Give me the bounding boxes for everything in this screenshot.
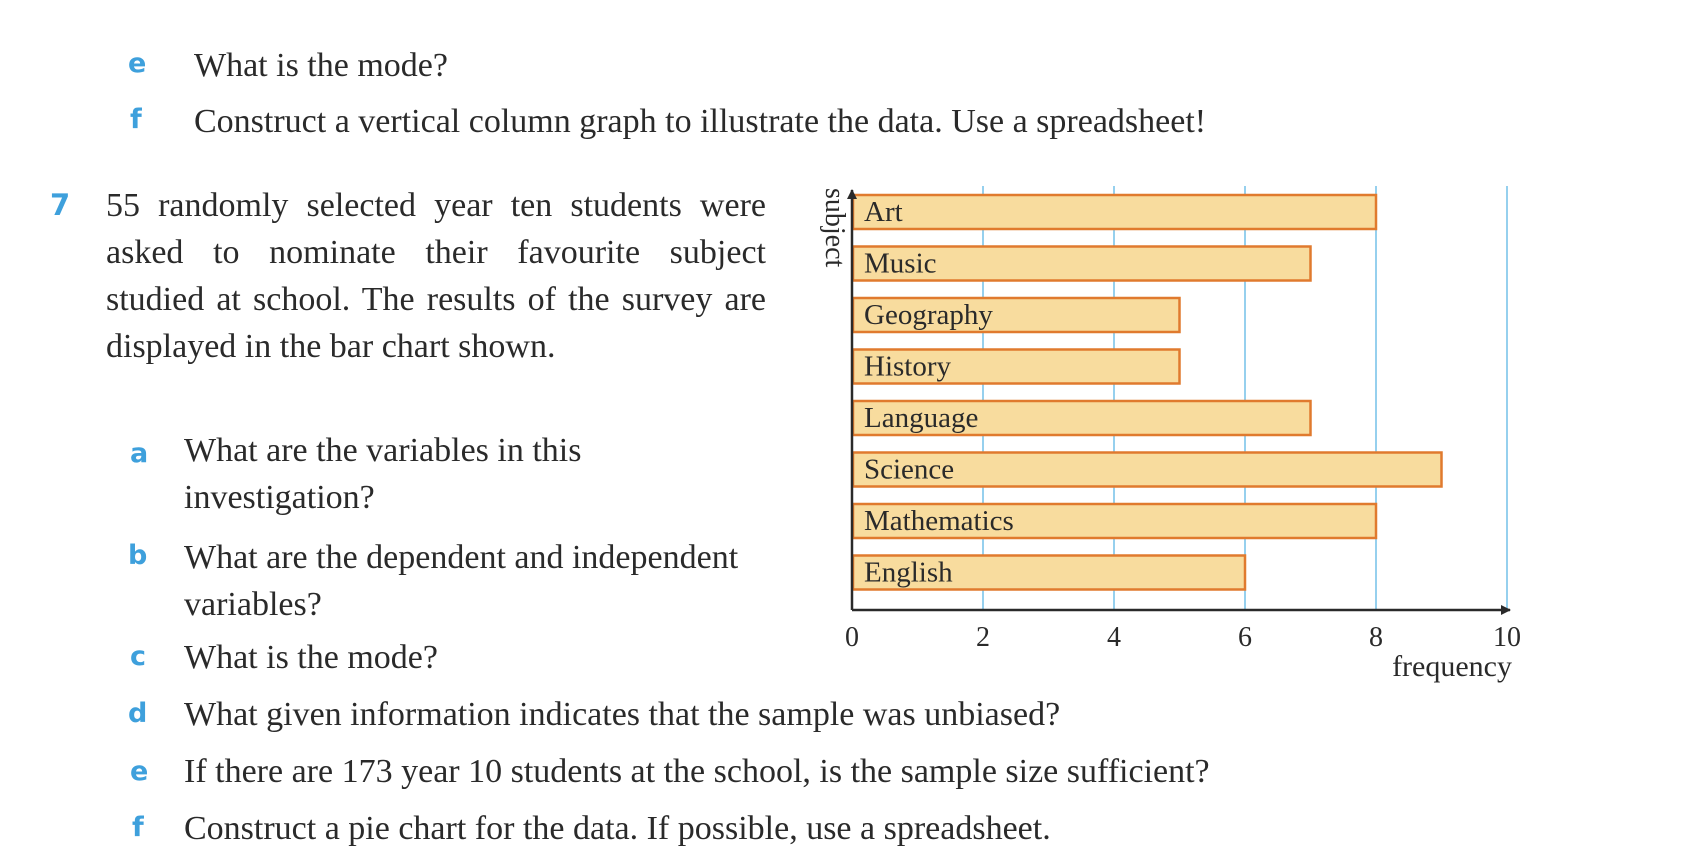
category-label: Mathematics xyxy=(864,505,1014,537)
x-tick-label: 10 xyxy=(1493,622,1521,653)
part-letter-e: e xyxy=(130,756,149,787)
x-axis-label: frequency xyxy=(1392,650,1512,683)
bar-art xyxy=(853,195,1376,229)
y-axis-label: subject xyxy=(819,188,850,268)
category-label: Music xyxy=(864,247,937,280)
category-label: Science xyxy=(864,453,955,486)
category-label: Language xyxy=(864,402,979,434)
prev-question-f-text: Construct a vertical column graph to illustrate the data. Use a spreadsheet! xyxy=(194,103,1207,140)
part-letter-f: f xyxy=(132,812,144,843)
part-letter-c: c xyxy=(130,641,147,672)
x-tick-label: 2 xyxy=(976,622,990,653)
part-letter-e-prev: e xyxy=(128,48,147,79)
bar-chart xyxy=(790,180,1530,700)
x-tick-label: 8 xyxy=(1369,622,1383,653)
part-e-text: If there are 173 year 10 students at the school, is the sample size sufficient? xyxy=(184,753,1210,790)
category-label: History xyxy=(864,350,951,383)
part-letter-a: a xyxy=(130,438,149,469)
x-tick-label: 0 xyxy=(845,622,859,653)
part-f-text: Construct a pie chart for the data. If possible, use a spreadsheet. xyxy=(184,810,1051,847)
prev-question-e-text: What is the mode? xyxy=(194,47,448,84)
part-letter-b: b xyxy=(128,540,148,571)
part-a-text: What are the variables in this investigation? xyxy=(184,432,582,516)
x-tick-label: 6 xyxy=(1238,622,1252,653)
category-label: Art xyxy=(864,196,903,228)
question-intro: 55 randomly selected year ten students were asked to nominate their favourite subject studied at school. The results of the survey are displayed in the bar chart shown. xyxy=(106,187,766,365)
category-label: English xyxy=(864,556,953,589)
part-letter-f-prev: f xyxy=(130,104,142,135)
part-d-text: What given information indicates that the sample was unbiased? xyxy=(184,696,1061,733)
part-letter-d: d xyxy=(128,698,148,729)
part-c-text: What is the mode? xyxy=(184,639,438,676)
part-b-text: What are the dependent and independent variables? xyxy=(184,539,739,623)
question-number: 7 xyxy=(50,188,71,222)
x-tick-label: 4 xyxy=(1107,622,1121,653)
category-label: Geography xyxy=(864,299,993,331)
